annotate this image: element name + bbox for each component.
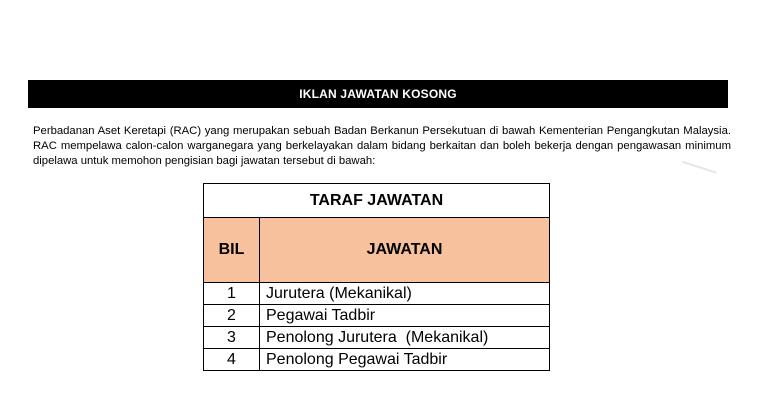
row-bil: 3: [204, 327, 260, 349]
row-jawatan: Penolong Jurutera (Mekanikal): [260, 327, 550, 349]
header-jawatan: JAWATAN: [260, 218, 550, 283]
row-jawatan: Jurutera (Mekanikal): [260, 283, 550, 305]
table-row: [204, 327, 550, 349]
row-bil: 2: [204, 305, 260, 327]
row-bil: 1: [204, 283, 260, 305]
intro-paragraph: Perbadanan Aset Keretapi (RAC) yang merupakan sebuah Badan Berkanun Persekutuan di bawah Kementerian Pengangkutan Malaysia. RAC mempelawa calon-calon warganegara yang berkelayakan dalam bidang berkaitan dan boleh bekerja dengan pengawasan minimum dipelawa untuk memohon pengisian bagi jawatan tersebut di bawah:: [33, 125, 731, 167]
table-row: [204, 305, 550, 327]
row-bil: 4: [204, 349, 260, 371]
vacancy-heading-bar: [28, 80, 728, 108]
table-row: [204, 349, 550, 371]
row-jawatan: Penolong Pegawai Tadbir: [260, 349, 550, 371]
table-caption-row: [204, 184, 550, 218]
table-header-row: [204, 218, 550, 283]
vacancy-heading: IKLAN JAWATAN KOSONG: [299, 87, 457, 101]
position-table: [203, 183, 550, 371]
row-jawatan: Pegawai Tadbir: [260, 305, 550, 327]
table-row: [204, 283, 550, 305]
table-caption: TARAF JAWATAN: [204, 184, 550, 218]
header-bil: BIL: [204, 218, 260, 283]
